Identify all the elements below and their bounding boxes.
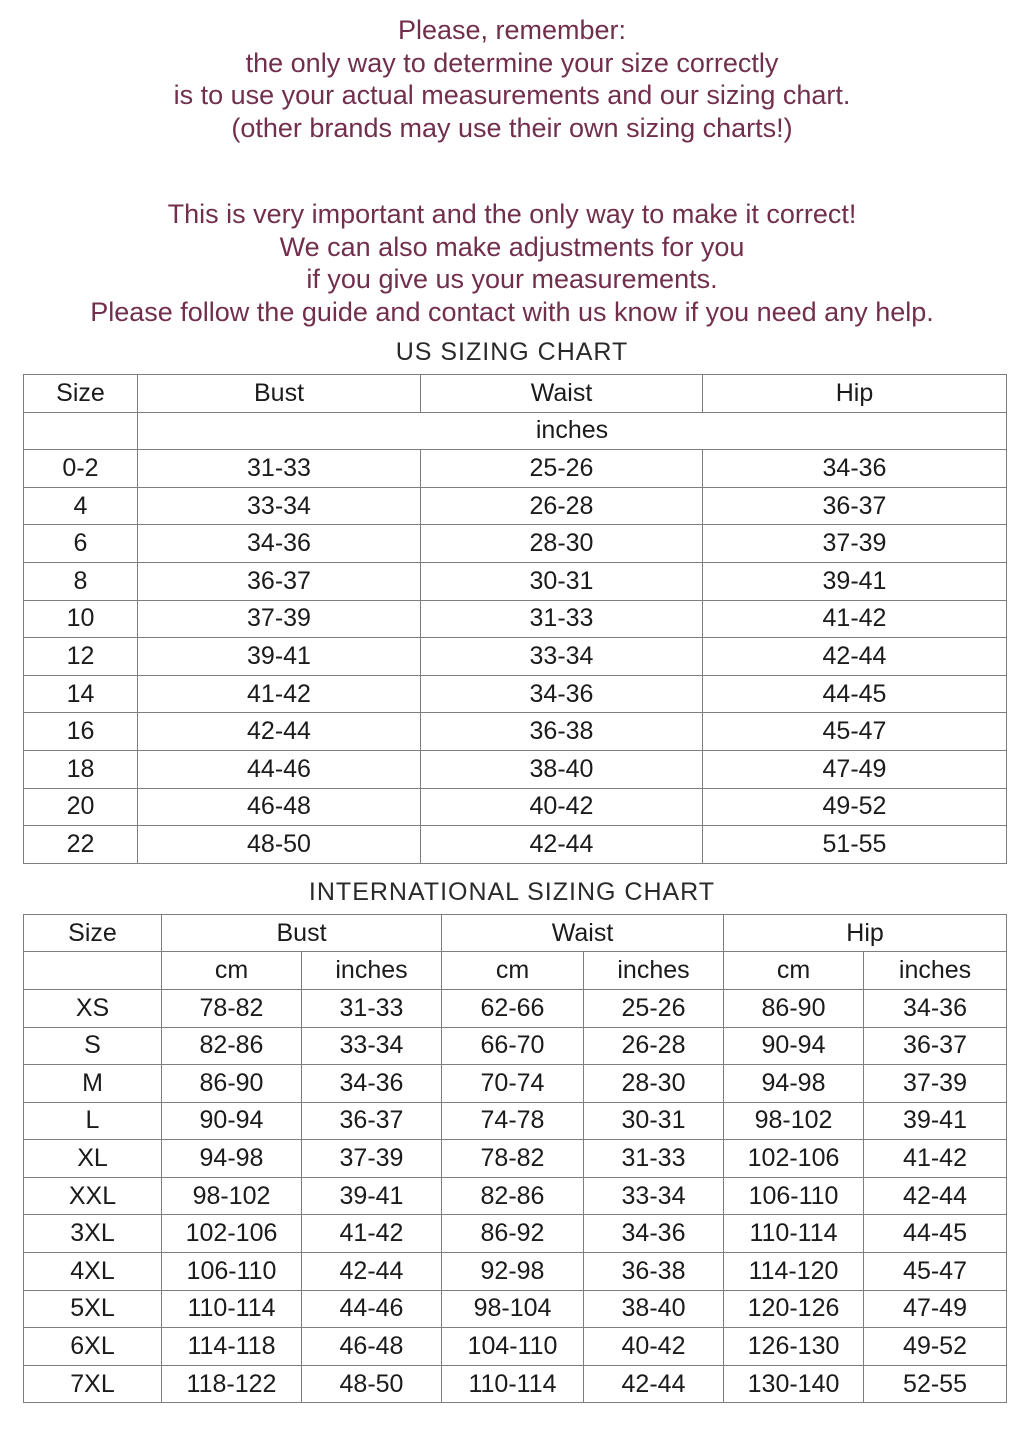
measurement-cell: 98-104 — [442, 1290, 584, 1328]
measurement-cell: 90-94 — [724, 1027, 864, 1065]
measurement-cell: 94-98 — [162, 1140, 302, 1178]
measurement-cell: 39-41 — [703, 562, 1007, 600]
measurement-cell: 36-37 — [302, 1102, 442, 1140]
table-row — [24, 1027, 1007, 1065]
measurement-cell: 36-37 — [703, 487, 1007, 525]
measurement-cell: 98-102 — [724, 1102, 864, 1140]
measurement-cell: 45-47 — [703, 713, 1007, 751]
size-cell: 22 — [24, 826, 138, 864]
measurement-cell: 46-48 — [138, 788, 421, 826]
size-cell: 4XL — [24, 1253, 162, 1291]
intl-sizing-table — [23, 914, 1007, 1404]
intl-units-label-cm: cm — [442, 952, 584, 990]
empty-cell — [24, 952, 162, 990]
measurement-cell: 34-36 — [864, 989, 1007, 1027]
table-row — [24, 826, 1007, 864]
us-units-label: inches — [138, 412, 1007, 450]
us-table-body — [24, 450, 1007, 864]
measurement-cell: 110-114 — [724, 1215, 864, 1253]
measurement-cell: 120-126 — [724, 1290, 864, 1328]
measurement-cell: 41-42 — [138, 675, 421, 713]
measurement-cell: 46-48 — [302, 1328, 442, 1366]
measurement-cell: 41-42 — [864, 1140, 1007, 1178]
measurement-cell: 44-45 — [703, 675, 1007, 713]
table-row — [24, 750, 1007, 788]
measurement-cell: 39-41 — [302, 1177, 442, 1215]
intro-line: We can also make adjustments for you — [279, 231, 745, 262]
measurement-cell: 48-50 — [302, 1365, 442, 1403]
measurement-cell: 49-52 — [864, 1328, 1007, 1366]
intl-column-header-bust: Bust — [162, 914, 442, 952]
measurement-cell: 31-33 — [302, 989, 442, 1027]
measurement-cell: 114-118 — [162, 1328, 302, 1366]
size-cell: 14 — [24, 675, 138, 713]
intl-units-label-inches: inches — [584, 952, 724, 990]
us-header-row — [24, 375, 1007, 413]
measurement-cell: 44-46 — [138, 750, 421, 788]
us-units-row — [24, 412, 1007, 450]
table-row — [24, 1290, 1007, 1328]
measurement-cell: 37-39 — [138, 600, 421, 638]
measurement-cell: 36-37 — [138, 562, 421, 600]
intl-table-body — [24, 989, 1007, 1403]
measurement-cell: 41-42 — [302, 1215, 442, 1253]
intl-column-header-waist: Waist — [442, 914, 724, 952]
measurement-cell: 36-37 — [864, 1027, 1007, 1065]
table-row — [24, 989, 1007, 1027]
measurement-cell: 62-66 — [442, 989, 584, 1027]
measurement-cell: 98-102 — [162, 1177, 302, 1215]
size-cell: 12 — [24, 638, 138, 676]
table-row — [24, 450, 1007, 488]
size-cell: XL — [24, 1140, 162, 1178]
us-column-header-bust: Bust — [138, 375, 421, 413]
measurement-cell: 28-30 — [421, 525, 703, 563]
us-column-header-hip: Hip — [703, 375, 1007, 413]
table-row — [24, 788, 1007, 826]
measurement-cell: 94-98 — [724, 1065, 864, 1103]
measurement-cell: 30-31 — [584, 1102, 724, 1140]
measurement-cell: 34-36 — [302, 1065, 442, 1103]
measurement-cell: 86-92 — [442, 1215, 584, 1253]
measurement-cell: 78-82 — [442, 1140, 584, 1178]
measurement-cell: 118-122 — [162, 1365, 302, 1403]
measurement-cell: 37-39 — [864, 1065, 1007, 1103]
intl-units-label-cm: cm — [724, 952, 864, 990]
measurement-cell: 38-40 — [421, 750, 703, 788]
size-cell: 10 — [24, 600, 138, 638]
size-cell: 6XL — [24, 1328, 162, 1366]
measurement-cell: 42-44 — [703, 638, 1007, 676]
measurement-cell: 28-30 — [584, 1065, 724, 1103]
intl-header-row — [24, 914, 1007, 952]
table-row — [24, 1365, 1007, 1403]
size-cell: 0-2 — [24, 450, 138, 488]
us-chart-title: US SIZING CHART — [395, 338, 629, 366]
table-row — [24, 1253, 1007, 1291]
size-cell: M — [24, 1065, 162, 1103]
measurement-cell: 52-55 — [864, 1365, 1007, 1403]
intro-line: is to use your actual measurements and our sizing chart. — [173, 80, 851, 110]
measurement-cell: 66-70 — [442, 1027, 584, 1065]
measurement-cell: 25-26 — [421, 450, 703, 488]
measurement-cell: 126-130 — [724, 1328, 864, 1366]
measurement-cell: 39-41 — [864, 1102, 1007, 1140]
intro-spacer — [0, 144, 1024, 198]
measurement-cell: 26-28 — [421, 487, 703, 525]
measurement-cell: 82-86 — [442, 1177, 584, 1215]
measurement-cell: 36-38 — [421, 713, 703, 751]
measurement-cell: 37-39 — [302, 1140, 442, 1178]
intl-units-label-inches: inches — [864, 952, 1007, 990]
measurement-cell: 48-50 — [138, 826, 421, 864]
table-row — [24, 562, 1007, 600]
table-row — [24, 1328, 1007, 1366]
size-cell: 7XL — [24, 1365, 162, 1403]
table-row — [24, 525, 1007, 563]
intro-line: the only way to determine your size correctly — [245, 47, 779, 78]
measurement-cell: 25-26 — [584, 989, 724, 1027]
us-column-header-waist: Waist — [421, 375, 703, 413]
table-row — [24, 1065, 1007, 1103]
measurement-cell: 42-44 — [302, 1253, 442, 1291]
measurement-cell: 110-114 — [442, 1365, 584, 1403]
measurement-cell: 51-55 — [703, 826, 1007, 864]
measurement-cell: 34-36 — [421, 675, 703, 713]
intro-line: Please, remember: — [397, 15, 627, 45]
intl-chart-title: INTERNATIONAL SIZING CHART — [308, 877, 716, 906]
measurement-cell: 102-106 — [162, 1215, 302, 1253]
measurement-cell: 110-114 — [162, 1290, 302, 1328]
measurement-cell: 34-36 — [584, 1215, 724, 1253]
intro-line: (other brands may use their own sizing charts!) — [231, 112, 793, 143]
intl-column-header-size: Size — [24, 914, 162, 952]
intro-line: This is very important and the only way to make it correct! — [167, 199, 857, 229]
size-cell: 18 — [24, 750, 138, 788]
size-cell: 4 — [24, 487, 138, 525]
size-cell: L — [24, 1102, 162, 1140]
table-row — [24, 1177, 1007, 1215]
intl-units-label-cm: cm — [162, 952, 302, 990]
measurement-cell: 40-42 — [421, 788, 703, 826]
measurement-cell: 31-33 — [584, 1140, 724, 1178]
table-row — [24, 675, 1007, 713]
size-cell: 8 — [24, 562, 138, 600]
table-row — [24, 487, 1007, 525]
size-cell: 16 — [24, 713, 138, 751]
intro-text-block — [0, 0, 1024, 328]
measurement-cell: 47-49 — [703, 750, 1007, 788]
measurement-cell: 33-34 — [584, 1177, 724, 1215]
measurement-cell: 42-44 — [138, 713, 421, 751]
measurement-cell: 44-46 — [302, 1290, 442, 1328]
table-row — [24, 1140, 1007, 1178]
measurement-cell: 26-28 — [584, 1027, 724, 1065]
measurement-cell: 106-110 — [162, 1253, 302, 1291]
measurement-cell: 36-38 — [584, 1253, 724, 1291]
measurement-cell: 86-90 — [724, 989, 864, 1027]
measurement-cell: 78-82 — [162, 989, 302, 1027]
size-cell: S — [24, 1027, 162, 1065]
measurement-cell: 102-106 — [724, 1140, 864, 1178]
measurement-cell: 92-98 — [442, 1253, 584, 1291]
measurement-cell: 39-41 — [138, 638, 421, 676]
measurement-cell: 33-34 — [302, 1027, 442, 1065]
table-row — [24, 713, 1007, 751]
measurement-cell: 130-140 — [724, 1365, 864, 1403]
measurement-cell: 44-45 — [864, 1215, 1007, 1253]
measurement-cell: 30-31 — [421, 562, 703, 600]
measurement-cell: 33-34 — [421, 638, 703, 676]
intl-column-header-hip: Hip — [724, 914, 1007, 952]
measurement-cell: 42-44 — [421, 826, 703, 864]
measurement-cell: 82-86 — [162, 1027, 302, 1065]
us-sizing-table — [23, 374, 1007, 864]
measurement-cell: 42-44 — [864, 1177, 1007, 1215]
table-row — [24, 1102, 1007, 1140]
measurement-cell: 90-94 — [162, 1102, 302, 1140]
table-row — [24, 1215, 1007, 1253]
intl-units-row — [24, 952, 1007, 990]
measurement-cell: 34-36 — [138, 525, 421, 563]
measurement-cell: 114-120 — [724, 1253, 864, 1291]
table-row — [24, 638, 1007, 676]
measurement-cell: 47-49 — [864, 1290, 1007, 1328]
size-cell: XS — [24, 989, 162, 1027]
intro-line: if you give us your measurements. — [306, 264, 718, 294]
measurement-cell: 31-33 — [421, 600, 703, 638]
measurement-cell: 106-110 — [724, 1177, 864, 1215]
measurement-cell: 70-74 — [442, 1065, 584, 1103]
empty-cell — [24, 412, 138, 450]
size-cell: 3XL — [24, 1215, 162, 1253]
measurement-cell: 86-90 — [162, 1065, 302, 1103]
table-row — [24, 600, 1007, 638]
size-cell: XXL — [24, 1177, 162, 1215]
measurement-cell: 31-33 — [138, 450, 421, 488]
measurement-cell: 104-110 — [442, 1328, 584, 1366]
size-cell: 20 — [24, 788, 138, 826]
intro-line: Please follow the guide and contact with us know if you need any help. — [90, 296, 934, 327]
measurement-cell: 45-47 — [864, 1253, 1007, 1291]
measurement-cell: 74-78 — [442, 1102, 584, 1140]
measurement-cell: 34-36 — [703, 450, 1007, 488]
measurement-cell: 49-52 — [703, 788, 1007, 826]
measurement-cell: 42-44 — [584, 1365, 724, 1403]
us-column-header-size: Size — [24, 375, 138, 413]
measurement-cell: 38-40 — [584, 1290, 724, 1328]
size-cell: 5XL — [24, 1290, 162, 1328]
measurement-cell: 37-39 — [703, 525, 1007, 563]
size-cell: 6 — [24, 525, 138, 563]
measurement-cell: 40-42 — [584, 1328, 724, 1366]
measurement-cell: 33-34 — [138, 487, 421, 525]
intl-units-label-inches: inches — [302, 952, 442, 990]
measurement-cell: 41-42 — [703, 600, 1007, 638]
